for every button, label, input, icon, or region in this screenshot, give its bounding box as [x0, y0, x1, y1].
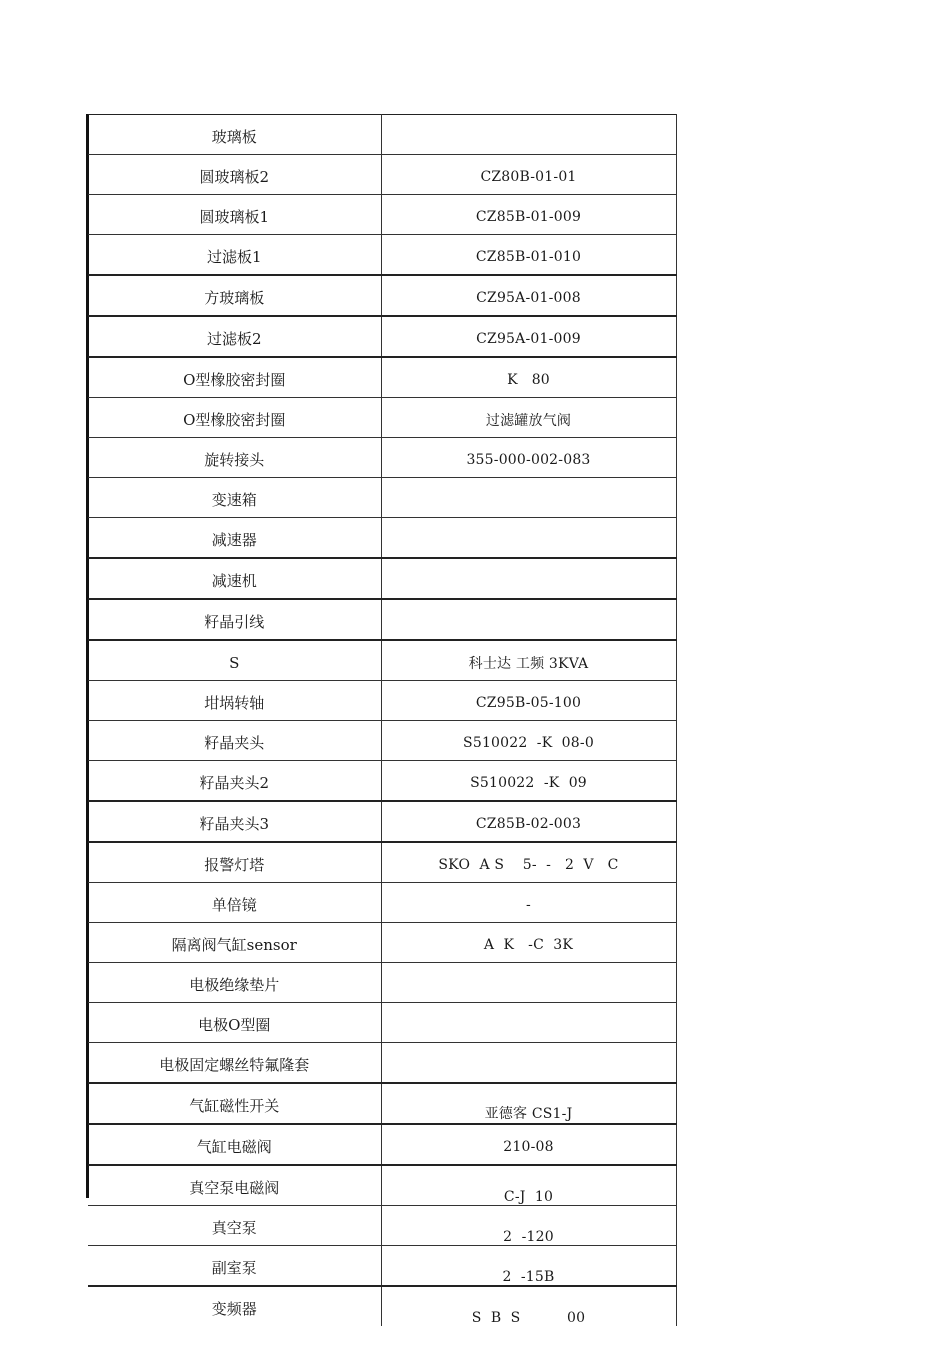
table-row [88, 721, 676, 761]
part-code-cell: A K -C 3K [381, 923, 676, 963]
table-row [88, 478, 676, 518]
table-row [88, 801, 676, 842]
table-row [88, 1003, 676, 1043]
part-code-cell: 210-08 [381, 1124, 676, 1165]
part-code-cell: C-J 10 [381, 1165, 676, 1206]
part-code-cell [381, 115, 676, 155]
table-row [88, 923, 676, 963]
part-name-cell: 副室泵 [88, 1246, 381, 1287]
table-row [88, 155, 676, 195]
parts-table [88, 114, 677, 1326]
part-name-cell: 过滤板1 [88, 235, 381, 276]
part-name-cell: S [88, 640, 381, 681]
table-row [88, 1206, 676, 1246]
part-code-cell: CZ85B-01-009 [381, 195, 676, 235]
part-name-cell: 变频器 [88, 1286, 381, 1326]
table-row [88, 438, 676, 478]
part-code-cell: - [381, 883, 676, 923]
part-name-cell: 变速箱 [88, 478, 381, 518]
part-name-cell: 电极O型圈 [88, 1003, 381, 1043]
part-name-cell: 坩埚转轴 [88, 681, 381, 721]
part-name-cell: 电极固定螺丝特氟隆套 [88, 1043, 381, 1084]
table-row [88, 518, 676, 559]
parts-sheet [86, 114, 676, 1326]
part-code-cell: S510022 -K 09 [381, 761, 676, 802]
part-code-cell: CZ95A-01-009 [381, 316, 676, 357]
part-code-cell: K 80 [381, 357, 676, 398]
part-code-cell: CZ95B-05-100 [381, 681, 676, 721]
part-name-cell: 籽晶夹头2 [88, 761, 381, 802]
part-name-cell: 单倍镜 [88, 883, 381, 923]
table-row [88, 316, 676, 357]
part-code-cell: CZ95A-01-008 [381, 275, 676, 316]
part-name-cell: 籽晶夹头3 [88, 801, 381, 842]
part-code-cell: 355-000-002-083 [381, 438, 676, 478]
part-name-cell: 气缸磁性开关 [88, 1083, 381, 1124]
table-row [88, 398, 676, 438]
table-row [88, 558, 676, 599]
part-name-cell: 过滤板2 [88, 316, 381, 357]
part-name-cell: 隔离阀气缸sensor [88, 923, 381, 963]
part-name-cell: 旋转接头 [88, 438, 381, 478]
part-name-cell: 圆玻璃板2 [88, 155, 381, 195]
part-name-cell: 籽晶夹头 [88, 721, 381, 761]
part-code-cell: 2 -15B [381, 1246, 676, 1287]
part-code-cell [381, 478, 676, 518]
part-name-cell: 真空泵电磁阀 [88, 1165, 381, 1206]
table-row [88, 681, 676, 721]
table-row [88, 275, 676, 316]
part-name-cell: 减速器 [88, 518, 381, 559]
part-name-cell: 电极绝缘垫片 [88, 963, 381, 1003]
part-name-cell: 气缸电磁阀 [88, 1124, 381, 1165]
part-code-cell [381, 1003, 676, 1043]
part-code-cell: S510022 -K 08-0 [381, 721, 676, 761]
table-row [88, 1043, 676, 1084]
table-row [88, 195, 676, 235]
part-name-cell: O型橡胶密封圈 [88, 357, 381, 398]
table-row [88, 1246, 676, 1287]
part-code-cell: 科士达 工频 3KVA [381, 640, 676, 681]
part-code-cell: SKO A S 5- - 2 V C [381, 842, 676, 883]
part-name-cell: 籽晶引线 [88, 599, 381, 640]
part-code-cell [381, 518, 676, 559]
table-row [88, 883, 676, 923]
part-code-cell [381, 963, 676, 1003]
table-row [88, 1165, 676, 1206]
part-code-cell [381, 599, 676, 640]
part-name-cell: 真空泵 [88, 1206, 381, 1246]
part-name-cell: O型橡胶密封圈 [88, 398, 381, 438]
part-name-cell: 圆玻璃板1 [88, 195, 381, 235]
table-row [88, 761, 676, 802]
table-row [88, 1083, 676, 1124]
table-row [88, 1124, 676, 1165]
part-code-cell: CZ85B-02-003 [381, 801, 676, 842]
part-code-cell [381, 558, 676, 599]
table-row [88, 842, 676, 883]
part-name-cell: 玻璃板 [88, 115, 381, 155]
part-code-cell: CZ85B-01-010 [381, 235, 676, 276]
table-row [88, 1286, 676, 1326]
part-code-cell [381, 1043, 676, 1084]
part-name-cell: 减速机 [88, 558, 381, 599]
part-code-cell: CZ80B-01-01 [381, 155, 676, 195]
table-row [88, 640, 676, 681]
part-name-cell: 报警灯塔 [88, 842, 381, 883]
part-name-cell: 方玻璃板 [88, 275, 381, 316]
table-row [88, 599, 676, 640]
table-row [88, 115, 676, 155]
table-row [88, 235, 676, 276]
part-code-cell: 过滤罐放气阀 [381, 398, 676, 438]
part-code-cell: S B S 00 [381, 1286, 676, 1326]
table-row [88, 357, 676, 398]
part-code-cell: 亚德客 CS1-J [381, 1083, 676, 1124]
table-row [88, 963, 676, 1003]
part-code-cell: 2 -120 [381, 1206, 676, 1246]
